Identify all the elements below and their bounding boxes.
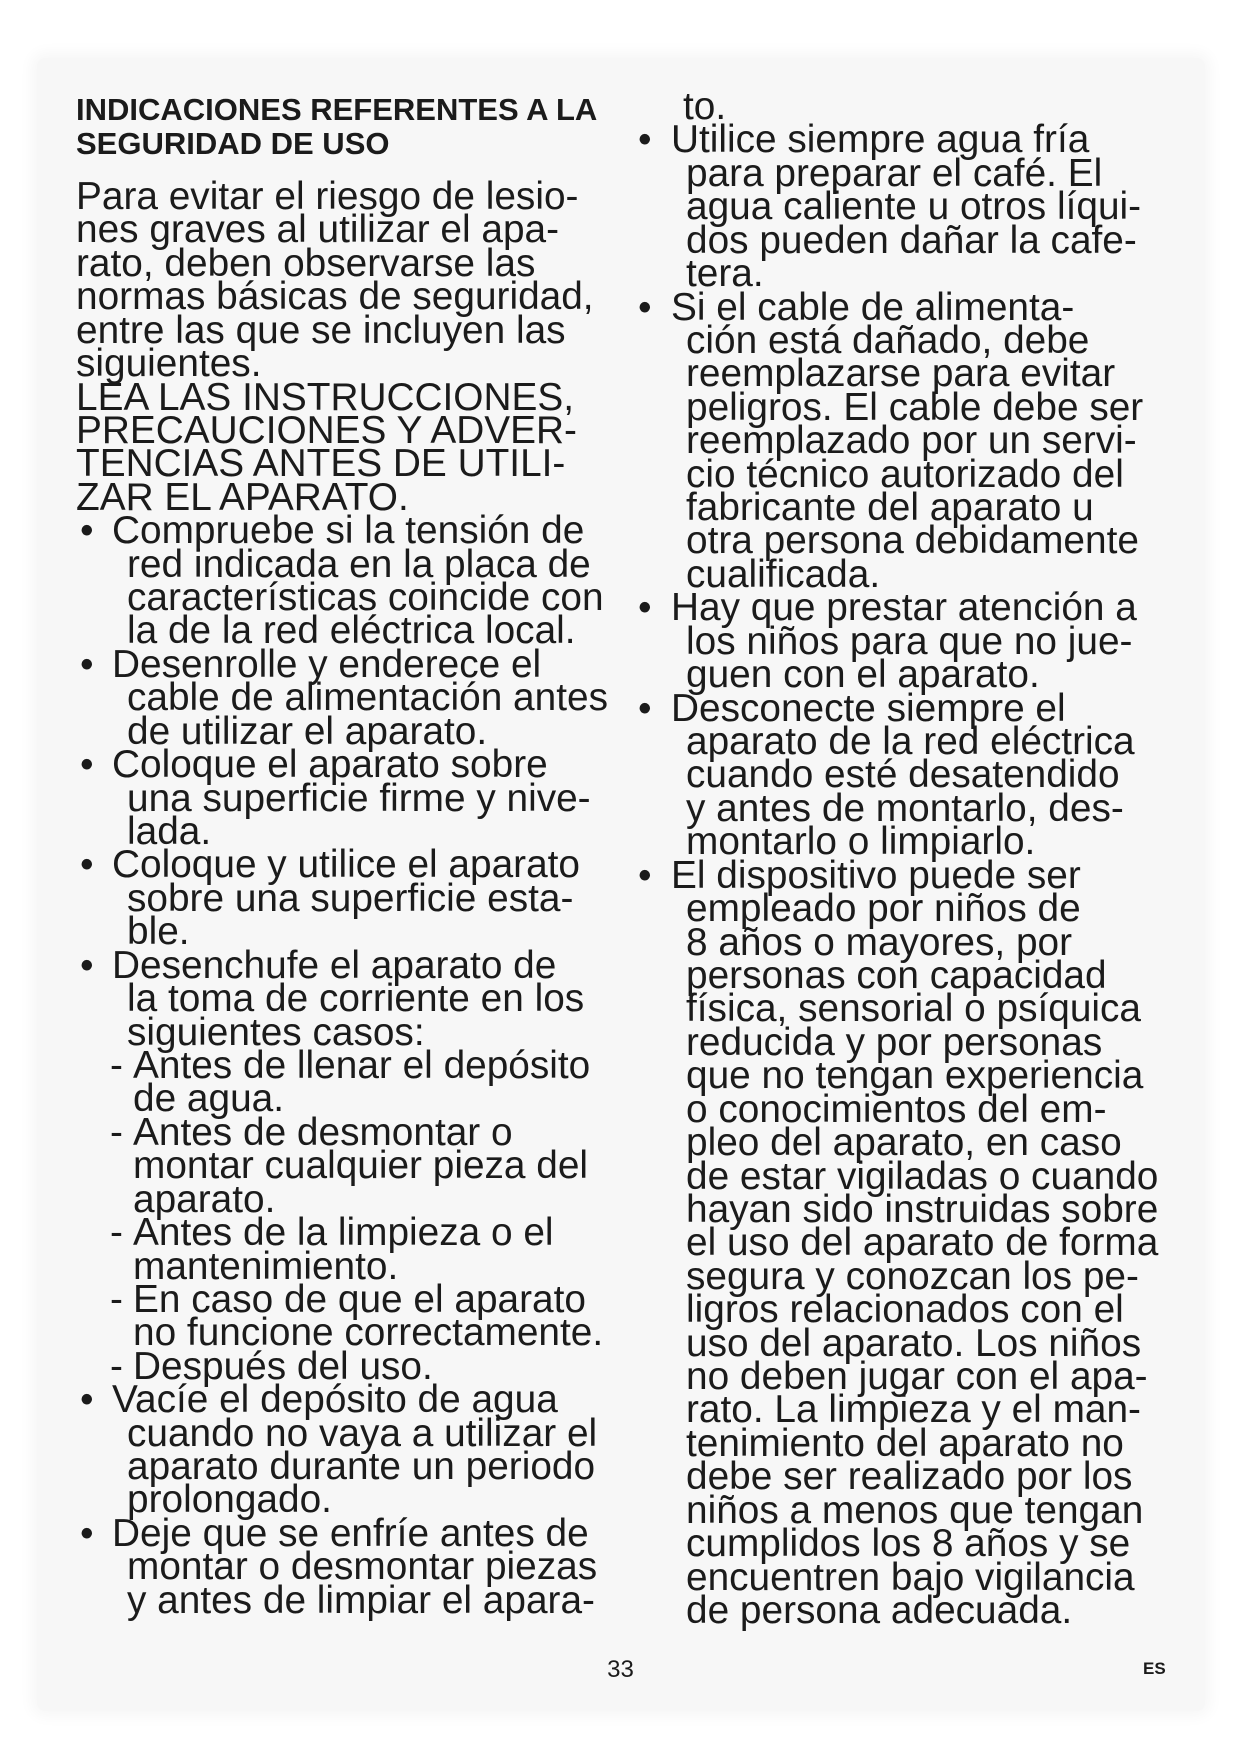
bullet-item-line: dos pueden dañar la cafe- <box>686 218 1137 262</box>
bullet-item-line: cio técnico autorizado del <box>686 452 1124 496</box>
bullet-item-line: de persona adecuada. <box>686 1588 1073 1632</box>
bullet-item-text: Coloque el aparato sobre <box>112 743 548 787</box>
warning-line: LEA LAS INSTRUCCIONES, <box>76 375 575 419</box>
bullet-item-line: para preparar el café. El <box>686 151 1103 195</box>
bullet-item-text: Hay que prestar atención a <box>671 586 1137 630</box>
section-heading-line: INDICACIONES REFERENTES A LA <box>76 92 598 127</box>
bullet-item <box>76 1511 632 1622</box>
warning-line: ZAR EL APARATO. <box>76 475 409 519</box>
warning-line: TENCIAS ANTES DE UTILI- <box>76 442 566 486</box>
bullet-marker: • <box>80 1511 94 1555</box>
bullet-item-line: montarlo o limpiarlo. <box>686 820 1036 864</box>
bullet-item-line: cuando no vaya a utilizar el <box>127 1411 598 1455</box>
bullet-item-line: que no tengan experiencia <box>686 1054 1144 1098</box>
bullet-item-line: características coincide con <box>127 576 604 620</box>
bullet-item-line: de utilizar el aparato. <box>127 709 488 753</box>
intro-line: Para evitar el riesgo de lesio- <box>76 175 579 218</box>
bullet-marker: • <box>80 642 94 686</box>
intro-line: rato, deben observarse las <box>76 241 536 285</box>
language-code: ES <box>1143 1659 1166 1678</box>
bullet-item-line: encuentren bajo vigilancia <box>686 1555 1135 1599</box>
sub-item-text: Antes de la limpieza o el <box>133 1211 554 1255</box>
bullet-item-text: Desenchufe el aparato de <box>112 943 557 987</box>
bullet-item <box>76 743 632 854</box>
bullet-item-line: cable de alimentación antes <box>127 676 608 720</box>
dash-marker: - <box>110 1110 123 1154</box>
bullet-marker: • <box>80 843 94 887</box>
bullet-item <box>638 118 1198 296</box>
bullet-item-line: ble. <box>127 910 190 954</box>
bullet-item <box>76 943 632 1388</box>
bullet-marker: • <box>80 1378 94 1422</box>
bullet-marker: • <box>638 686 652 730</box>
dash-marker: - <box>110 1277 123 1321</box>
section-heading-line: SEGURIDAD DE USO <box>76 126 390 161</box>
bullet-item-line: reducida y por personas <box>686 1020 1103 1064</box>
bullet-item-line: montar o desmontar piezas <box>127 1545 598 1589</box>
bullet-item <box>638 285 1198 596</box>
sub-item-text: Antes de llenar el depósito <box>133 1043 591 1087</box>
bullet-item <box>76 1378 632 1522</box>
sub-item-text: En caso de que el aparato <box>133 1277 586 1321</box>
bullet-item-line: cumplidos los 8 años y se <box>686 1522 1131 1566</box>
bullet-marker: • <box>80 509 94 553</box>
bullet-item-line: reemplazado por un servi- <box>686 419 1137 463</box>
bullet-item-line: aparato de la red eléctrica <box>686 720 1135 764</box>
bullet-item-line: una superficie firme y nive- <box>127 776 591 820</box>
sub-item-text: Después del uso. <box>133 1344 433 1388</box>
bullet-item-line: de estar vigiladas o cuando <box>686 1154 1159 1198</box>
bullet-item-line: tenimiento del aparato no <box>686 1421 1124 1465</box>
bullet-item-line: siguientes casos: <box>127 1010 425 1054</box>
bullet-item-line: aparato durante un periodo <box>127 1445 596 1489</box>
bullet-item-line: el uso del aparato de forma <box>686 1221 1159 1265</box>
dash-marker: - <box>110 1211 123 1255</box>
bullet-item <box>638 586 1198 697</box>
bullet-marker: • <box>638 853 652 897</box>
bullet-item-line: la toma de corriente en los <box>127 977 585 1021</box>
section-heading <box>76 93 597 161</box>
bullet-item-line: debe ser realizado por los <box>686 1455 1133 1499</box>
intro-line: entre las que se incluyen las <box>76 308 566 352</box>
intro-line: normas básicas de seguridad, <box>76 275 594 319</box>
intro-line: siguientes. <box>76 342 262 386</box>
bullet-item-line: uso del aparato. Los niños <box>686 1321 1142 1365</box>
bullet-item-text: Coloque y utilice el aparato <box>112 843 581 887</box>
bullet-item-line: sobre una superficie esta- <box>127 876 574 920</box>
sub-item-line: no funcione correctamente. <box>133 1311 604 1355</box>
dash-marker: - <box>110 1043 123 1087</box>
bullet-item-line: personas con capacidad <box>686 953 1107 997</box>
bullet-item-line: red indicada en la placa de <box>127 542 591 586</box>
bullet-item-line: prolongado. <box>127 1478 332 1522</box>
bullet-item-text: Desconecte siempre el <box>671 686 1066 730</box>
page-number: 33 <box>607 1656 634 1683</box>
bullet-item-line: empleado por niños de <box>686 887 1081 931</box>
bullet-item-text: El dispositivo puede ser <box>671 853 1081 897</box>
bullet-item-line: niños a menos que tengan <box>686 1488 1144 1532</box>
bullet-item-text: Desenrolle y enderece el <box>112 642 542 686</box>
bullet-item-line: cualificada. <box>686 552 881 596</box>
left-column <box>76 175 632 1622</box>
intro-paragraph <box>76 175 632 386</box>
bullet-item-line: otra persona debidamente <box>686 519 1139 563</box>
bullet-item-line: 8 años o mayores, por <box>686 920 1073 964</box>
sub-item <box>76 1211 632 1288</box>
intro-line: nes graves al utilizar el apa- <box>76 208 560 252</box>
bullet-item-line: fabricante del aparato u <box>686 486 1094 530</box>
bullet-item-line: física, sensorial o psíquica <box>686 987 1142 1031</box>
bullet-item-line: guen con el aparato. <box>686 653 1040 697</box>
bullet-item-text: Deje que se enfríe antes de <box>112 1511 589 1555</box>
bullet-marker: • <box>80 943 94 987</box>
bullet-item <box>76 509 632 653</box>
bullet-marker: • <box>80 743 94 787</box>
sub-item-line: de agua. <box>133 1077 285 1121</box>
sub-item-text: Antes de desmontar o <box>133 1110 513 1154</box>
warning-paragraph <box>76 375 632 519</box>
bullet-item-line: lada. <box>127 810 212 854</box>
bullet-item-line: reemplazarse para evitar <box>686 352 1116 396</box>
sub-item <box>76 1110 632 1221</box>
bullet-item-line: ligros relacionados con el <box>686 1288 1124 1332</box>
bullet-item-line: pleo del aparato, en caso <box>686 1121 1122 1165</box>
bullet-item-line: y antes de montarlo, des- <box>686 786 1124 830</box>
bullet-item-line: segura y conozcan los pe- <box>686 1254 1139 1298</box>
bullet-item <box>76 843 632 954</box>
bullet-item <box>638 853 1198 1632</box>
sub-item-line: mantenimiento. <box>133 1244 399 1288</box>
bullet-item-line: agua caliente u otros líqui- <box>686 185 1142 229</box>
warning-line: PRECAUCIONES Y ADVER- <box>76 408 577 452</box>
right-column <box>638 85 1198 1632</box>
sub-item-line: montar cualquier pieza del <box>133 1144 589 1188</box>
bullet-item-text: Vacíe el depósito de agua <box>112 1378 558 1422</box>
bullet-item-line: hayan sido instruidas sobre <box>686 1187 1159 1231</box>
sub-item <box>76 1277 632 1355</box>
sub-item-line: aparato. <box>133 1177 276 1221</box>
bullet-marker: • <box>638 586 652 630</box>
bullet-item-line: peligros. El cable debe ser <box>686 385 1144 429</box>
bullet-item-text: Utilice siempre agua fría <box>671 118 1090 162</box>
bullet-item-line: la de la red eléctrica local. <box>127 609 576 653</box>
carried-over-line: to. <box>683 85 727 128</box>
bullet-marker: • <box>638 285 652 329</box>
bullet-item-line: ción está dañado, debe <box>686 318 1090 362</box>
bullet-item-text: Compruebe si la tensión de <box>112 509 585 553</box>
bullet-item-line: los niños para que no jue- <box>686 619 1133 663</box>
bullet-item-line: o conocimientos del em- <box>686 1087 1107 1131</box>
bullet-item <box>76 642 632 753</box>
bullet-item-line: rato. La limpieza y el man- <box>686 1388 1141 1432</box>
dash-marker: - <box>110 1344 123 1388</box>
bullet-item <box>638 686 1198 864</box>
bullet-item-line: tera. <box>686 252 764 296</box>
bullet-item-line: y antes de limpiar el apara- <box>127 1578 595 1622</box>
bullet-item-text: Si el cable de alimenta- <box>671 285 1075 329</box>
bullet-marker: • <box>638 118 652 162</box>
sub-item <box>76 1043 632 1121</box>
bullet-item-line: no deben jugar con el apa- <box>686 1355 1148 1399</box>
bullet-item-line: cuando esté desatendido <box>686 753 1120 797</box>
